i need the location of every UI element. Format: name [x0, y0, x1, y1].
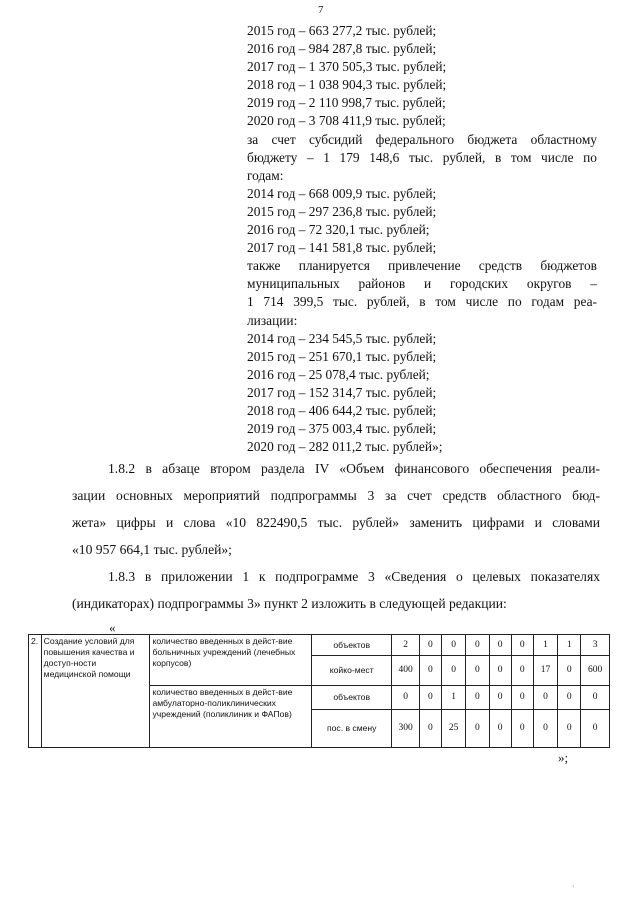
- value-cell: 25: [441, 710, 465, 748]
- scan-mark: ·: [572, 882, 575, 891]
- value-cell: 0: [581, 686, 610, 710]
- value-cell: 0: [511, 656, 533, 686]
- paragraph-line: (индикаторах) подпрограммы 3» пункт 2 изложить в следующей редакции:: [72, 596, 507, 611]
- list-line: 2015 год – 663 277,2 тыс. рублей;: [247, 23, 437, 38]
- value-cell: 17: [533, 656, 557, 686]
- list-line: также планируется привлечение средств бюджетов: [247, 258, 597, 274]
- list-line: 2018 год – 1 038 904,3 тыс. рублей;: [247, 77, 447, 93]
- value-cell: 0: [466, 686, 489, 710]
- list-line: 2014 год – 234 545,5 тыс. рублей;: [247, 330, 437, 346]
- value-cell: 0: [489, 656, 511, 686]
- paragraph-1-8-2: [72, 455, 600, 563]
- list-line: 2017 год – 1 370 505,3 тыс. рублей;: [247, 59, 447, 75]
- indicator-name: количество введенных в дейст-вие амбулаторно-поликлинических учреждений (поликлиник и ФАПов): [150, 686, 312, 748]
- list-line: 1 714 399,5 тыс. рублей, в том числе по годам реа-: [247, 294, 597, 310]
- task-name: Создание условий для повышения качества и доступ-ности медицинской помощи: [41, 635, 150, 748]
- unit-cell: объектов: [312, 686, 392, 710]
- paragraph-1-8-3: [72, 563, 600, 617]
- value-cell: 0: [466, 710, 489, 748]
- value-cell: 0: [558, 656, 581, 686]
- value-cell: 0: [489, 710, 511, 748]
- unit-cell: пос. в смену: [312, 710, 392, 748]
- row-number: 2.: [29, 635, 42, 748]
- value-cell: 0: [533, 710, 557, 748]
- list-line: за счет субсидий федерального бюджета областному: [247, 131, 597, 147]
- value-cell: 0: [419, 686, 441, 710]
- paragraph-line: 1.8.2 в абзаце втором раздела IV «Объем финансового обеспечения реали-: [108, 461, 600, 476]
- list-line: 2016 год – 984 287,8 тыс. рублей;: [247, 41, 437, 57]
- value-cell: 0: [581, 710, 610, 748]
- value-cell: 0: [419, 710, 441, 748]
- value-cell: 1: [558, 635, 581, 656]
- paragraph-line: зации основных мероприятий подпрограммы 3 за счет средств областного бюд-: [72, 488, 600, 503]
- value-cell: 400: [392, 656, 419, 686]
- list-line: бюджету – 1 179 148,6 тыс. рублей, в том числе по: [247, 149, 597, 165]
- list-line: муниципальных районов и городских округов –: [247, 276, 597, 292]
- paragraph-line: 1.8.3 в приложении 1 к подпрограмме 3 «Сведения о целевых показателях: [108, 569, 600, 584]
- value-cell: 0: [533, 686, 557, 710]
- value-cell: 0: [489, 686, 511, 710]
- unit-cell: койко-мест: [312, 656, 392, 686]
- value-cell: 0: [419, 656, 441, 686]
- paragraph-line: жета» цифры и слова «10 822490,5 тыс. рублей» заменить цифрами и словами: [72, 515, 600, 530]
- value-cell: 0: [392, 686, 419, 710]
- list-line: 2019 год – 375 003,4 тыс. рублей;: [247, 421, 437, 437]
- list-line: 2017 год – 141 581,8 тыс. рублей;: [247, 240, 437, 256]
- unit-cell: объектов: [312, 635, 392, 656]
- list-line: годам:: [247, 167, 284, 183]
- value-cell: 0: [511, 710, 533, 748]
- value-cell: 1: [533, 635, 557, 656]
- funding-list: [247, 22, 597, 456]
- value-cell: 0: [558, 710, 581, 748]
- table-row: [29, 635, 610, 656]
- paragraph-line: «10 957 664,1 тыс. рублей»;: [72, 542, 232, 557]
- value-cell: 0: [489, 635, 511, 656]
- value-cell: 1: [441, 686, 465, 710]
- list-line: 2015 год – 251 670,1 тыс. рублей;: [247, 348, 437, 364]
- indicator-name: количество введенных в дейст-вие больничных учреждений (лечебных корпусов): [150, 635, 312, 686]
- list-line: 2020 год – 282 011,2 тыс. рублей»;: [247, 439, 443, 455]
- list-line: 2019 год – 2 110 998,7 тыс. рублей;: [247, 95, 446, 111]
- page-number: 7: [318, 4, 324, 16]
- value-cell: 0: [441, 656, 465, 686]
- list-line: 2016 год – 25 078,4 тыс. рублей;: [247, 366, 430, 382]
- closing-quote: »;: [558, 750, 569, 765]
- opening-quote: «: [109, 620, 116, 635]
- value-cell: 0: [466, 656, 489, 686]
- value-cell: 0: [466, 635, 489, 656]
- indicators-table: [28, 634, 610, 748]
- list-line: 2018 год – 406 644,2 тыс. рублей;: [247, 402, 437, 418]
- value-cell: 0: [441, 635, 465, 656]
- list-line: 2015 год – 297 236,8 тыс. рублей;: [247, 203, 437, 219]
- value-cell: 2: [392, 635, 419, 656]
- value-cell: 300: [392, 710, 419, 748]
- value-cell: 3: [581, 635, 610, 656]
- value-cell: 0: [419, 635, 441, 656]
- list-line: лизации:: [247, 312, 298, 328]
- list-line: 2017 год – 152 314,7 тыс. рублей;: [247, 384, 437, 400]
- value-cell: 600: [581, 656, 610, 686]
- list-line: 2016 год – 72 320,1 тыс. рублей;: [247, 222, 430, 238]
- value-cell: 0: [558, 686, 581, 710]
- value-cell: 0: [511, 686, 533, 710]
- list-line: 2014 год – 668 009,9 тыс. рублей;: [247, 185, 437, 201]
- value-cell: 0: [511, 635, 533, 656]
- list-line: 2020 год – 3 708 411,9 тыс. рублей;: [247, 113, 446, 129]
